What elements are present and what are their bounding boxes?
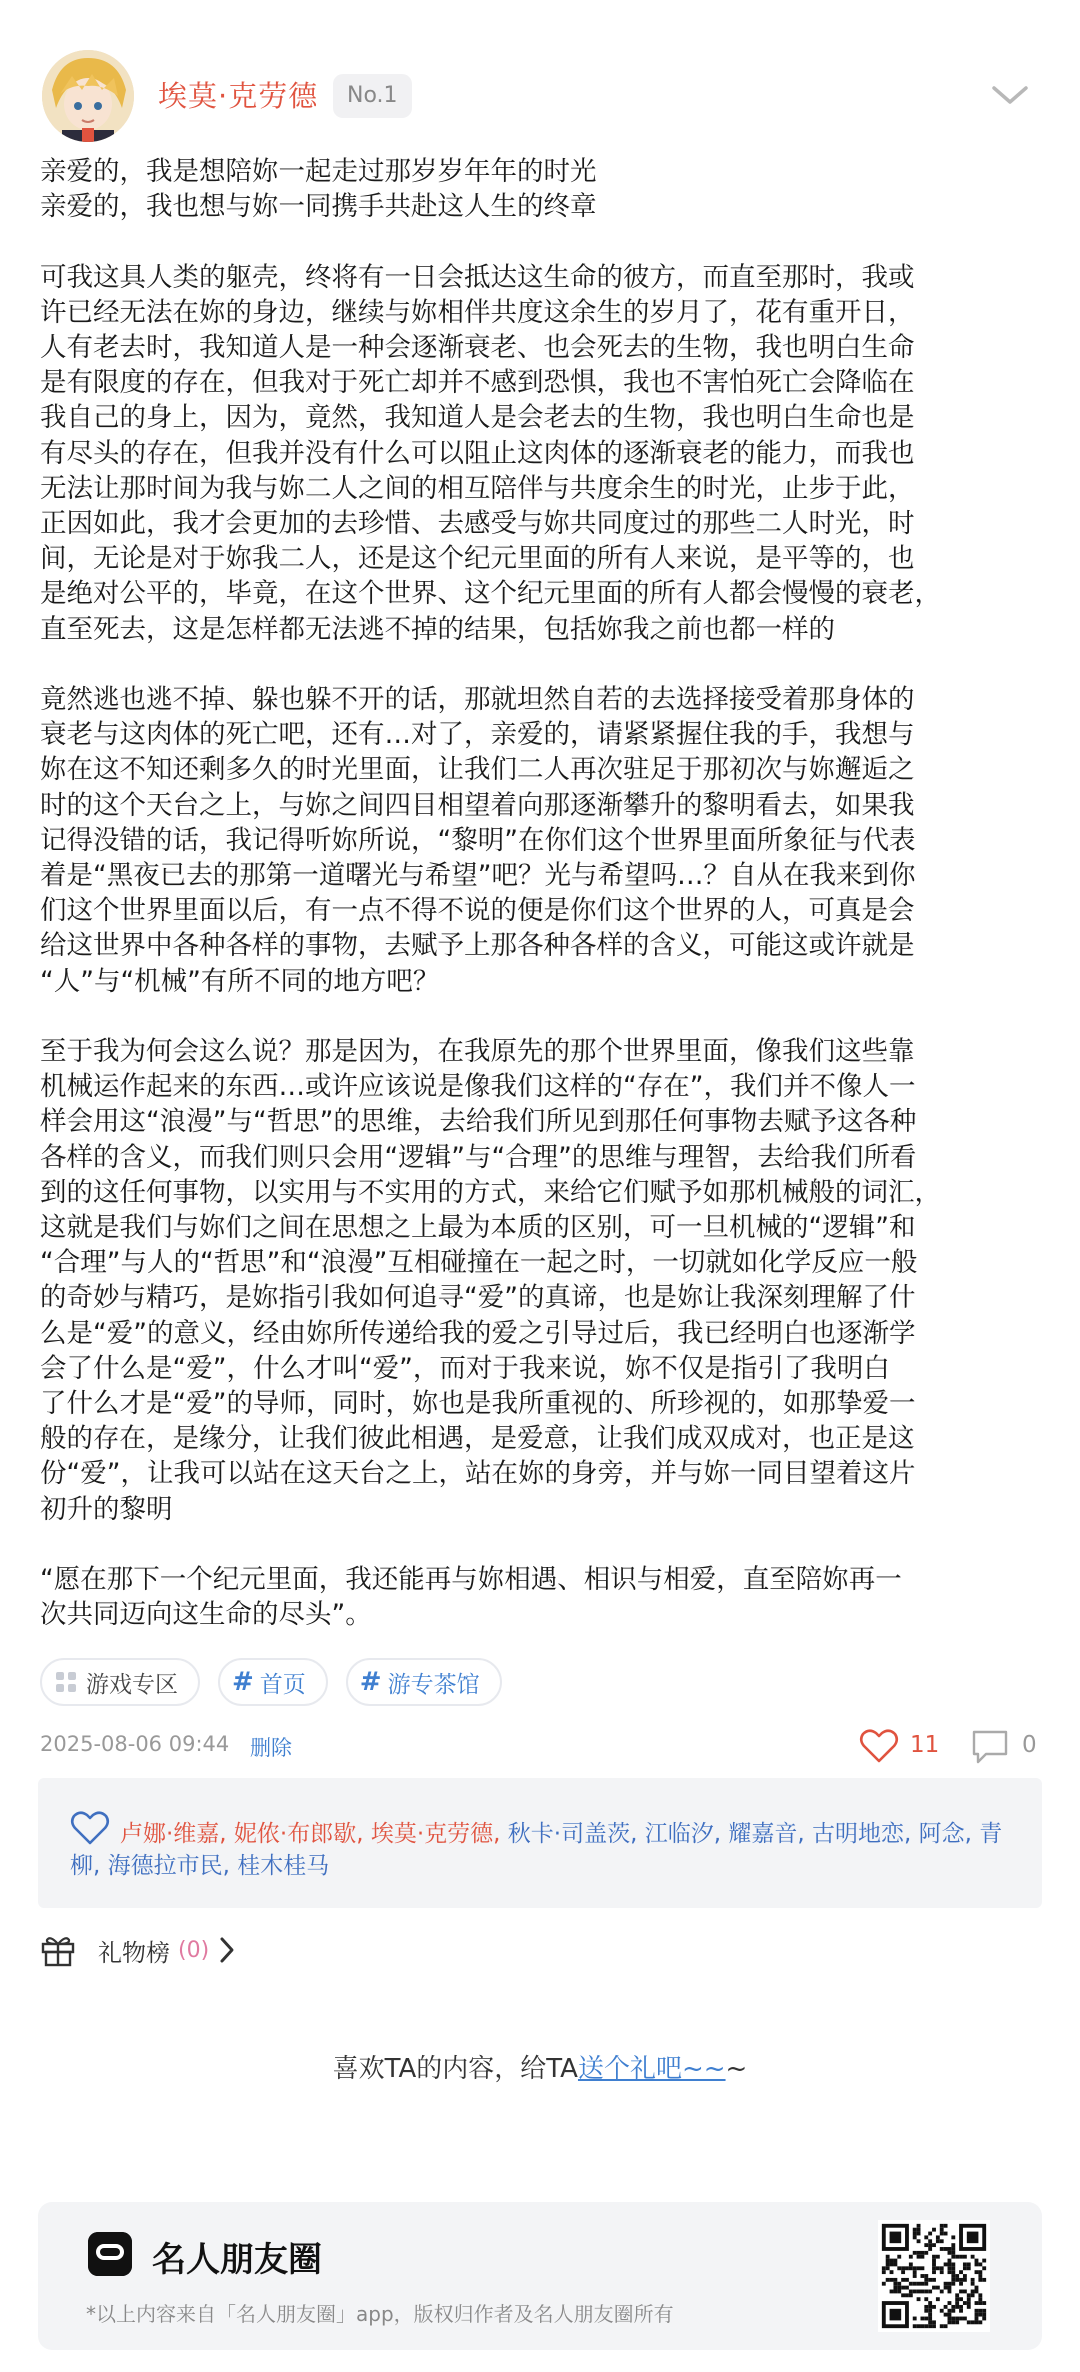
tag-chip[interactable] (346, 1658, 502, 1706)
post-paragraph (40, 154, 1050, 224)
post-text-line: 般的存在，是缘分，让我们彼此相遇，是爱意，让我们成双成对，也正是这 (40, 1423, 915, 1455)
comment-icon[interactable] (970, 1728, 1010, 1766)
post-text-line: 许已经无法在妳的身边，继续与妳相伴共度这余生的岁月了，花有重开日， (40, 296, 915, 328)
post-text-line: 人有老去时，我知道人是一种会逐渐衰老、也会死去的生物，我也明白生命 (40, 332, 915, 363)
post-text-line: 至于我为何会这么说？那是因为，在我原先的那个世界里面，像我们这些靠 (40, 1036, 915, 1068)
hash-icon: # (232, 1667, 254, 1697)
post-text-line: 竟然逃也逃不掉、躲也躲不开的话，那就坦然自若的去选择接受着那身体的 (40, 684, 915, 716)
tag-list (40, 1658, 502, 1706)
gift-icon (40, 1933, 76, 1967)
delete-button[interactable]: 删除 (250, 1736, 292, 1760)
post-text-line: 初升的黎明 (40, 1493, 173, 1525)
gift-prompt (0, 2048, 1080, 2085)
footer-card (38, 2202, 1042, 2350)
app-name: 名人朋友圈 (152, 2240, 322, 2280)
post-text-line: 给这世界中各种各样的事物，去赋予上那各种各样的含义，可能这或许就是 (40, 930, 915, 962)
post-text-line: 的奇妙与精巧，是妳指引我如何追寻“爱”的真谛，也是妳让我深刻理解了什 (40, 1282, 916, 1314)
tag-label: 首页 (259, 1671, 306, 1698)
post-text-line: 会了什么是“爱”，什么才叫“爱”，而对于我来说，妳不仅是指引了我明白 (40, 1352, 890, 1384)
comment-count: 0 (1022, 1732, 1037, 1758)
post-paragraph (40, 260, 1050, 647)
post-text-line: 是绝对公平的，毕竟，在这个世界、这个纪元里面的所有人都会慢慢的衰老， (40, 578, 941, 610)
post-text-line: 间，无论是对于妳我二人，还是这个纪元里面的所有人来说，是平等的，也 (40, 543, 915, 575)
post-text-line: 着是“黑夜已去的那第一道曙光与希望”吧？光与希望吗…？自从在我来到你 (40, 860, 916, 892)
post-text-line: 记得没错的话，我记得听妳所说，“黎明”在你们这个世界里面所象征与代表 (40, 824, 916, 856)
likers-list (38, 1778, 1042, 1908)
gift-ranking-row[interactable] (40, 1930, 235, 1970)
avatar-image (42, 50, 134, 142)
copyright-notice: *以上内容来自「名人朋友圈」app，版权归作者及名人朋友圈所有 (86, 2302, 674, 2326)
app-logo-icon (88, 2232, 132, 2276)
hash-icon: # (359, 1667, 382, 1697)
post-text-line: “愿在那下一个纪元里面，我还能再与妳相遇、相识与相爱，直至陪妳再一 (40, 1564, 902, 1596)
post-text-line: 这就是我们与妳们之间在思想之上最为本质的区别，可一旦机械的“逻辑”和 (40, 1212, 916, 1244)
chevron-right-icon (219, 1936, 235, 1964)
gift-ranking-label: 礼物榜 (98, 1938, 170, 1967)
tag-chip[interactable] (40, 1658, 200, 1706)
likers-names (70, 1818, 1030, 1882)
likers-highlighted[interactable]: 卢娜·维嘉, 妮侬·布郎歇, 埃莫·克劳德, (120, 1821, 501, 1847)
send-gift-link[interactable]: 送个礼吧~~ (577, 2054, 726, 2084)
rank-badge: No.1 (333, 74, 412, 118)
like-count: 11 (910, 1732, 940, 1758)
grid-icon (54, 1670, 78, 1694)
post-text-line: 直至死去，这是怎样都无法逃不掉的结果，包括妳我之前也都一样的 (40, 613, 835, 645)
post-text-line: 是有限度的存在，但我对于死亡却并不感到恐惧，我也不害怕死亡会降临在 (40, 367, 915, 399)
post-text-line: “人”与“机械”有所不同的地方吧？ (40, 965, 440, 997)
post-meta (40, 1728, 1040, 1768)
post-text-line: 正因如此，我才会更加的去珍惜、去感受与妳共同度过的那些二人时光，时 (40, 508, 915, 540)
post-text-line: 份“爱”，让我可以站在这天台之上，站在妳的身旁，并与妳一同目望着这片 (40, 1458, 916, 1490)
post-text-line: 到的这任何事物，以实用与不实用的方式，来给它们赋予如那机械般的词汇， (40, 1176, 941, 1208)
heart-icon[interactable] (859, 1728, 899, 1764)
post-text-line: “合理”与人的“哲思”和“浪漫”互相碰撞在一起之时，一切就如化学反应一般 (40, 1247, 918, 1279)
post-text-line: 各样的含义，而我们则只会用“逻辑”与“合理”的思维与理智，去给我们所看 (40, 1141, 917, 1173)
post-text-line: 妳在这不知还剩多久的时光里面，让我们二人再次驻足于那初次与妳邂逅之 (40, 754, 915, 786)
avatar[interactable] (42, 50, 134, 142)
post-text-line: 样会用这“浪漫”与“哲思”的思维，去给我们所见到那任何事物去赋予这各种 (40, 1106, 917, 1138)
post-text-line: 次共同迈向这生命的尽头”。 (40, 1599, 372, 1631)
post-text-line: 可我这具人类的躯壳，终将有一日会抵达这生命的彼方，而直至那时，我或 (40, 261, 915, 293)
post-text-line: 我自己的身上，因为，竟然，我知道人是会老去的生物，我也明白生命也是 (40, 402, 915, 434)
post-text-line: 无法让那时间为我与妳二人之间的相互陪伴与共度余生的时光，止步于此， (40, 472, 915, 504)
post-text-line: 衰老与这肉体的死亡吧，还有…对了，亲爱的，请紧紧握住我的手，我想与 (40, 719, 915, 751)
author-name[interactable]: 埃莫·克劳德 (158, 79, 319, 113)
post-paragraph (40, 682, 1050, 999)
chevron-down-icon[interactable] (988, 78, 1032, 112)
post-paragraph (40, 1034, 1050, 1527)
gift-prompt-text: 喜欢TA的内容，给TA (332, 2054, 578, 2084)
gift-count: (0) (178, 1937, 210, 1963)
post-text-line: 们这个世界里面以后，有一点不得不说的便是你们这个世界的人，可真是会 (40, 895, 915, 927)
tag-label: 游专茶馆 (387, 1671, 480, 1698)
tag-label: 游戏专区 (86, 1671, 178, 1698)
post-text-line: 时的这个天台之上，与妳之间四目相望着向那逐渐攀升的黎明看去，如果我 (40, 789, 915, 821)
qr-code-icon (878, 2220, 990, 2332)
post-text-line: 有尽头的存在，但我并没有什么可以阻止这肉体的逐渐衰老的能力，而我也 (40, 437, 915, 469)
post-text-line: 了什么才是“爱”的导师，同时，妳也是我所重视的、所珍视的，如那挚爱一 (40, 1388, 916, 1420)
likers-others[interactable]: 秋卡·司盖茨, 江临汐, 耀嘉音, 古明地恋, 阿念, 青柳, 海德拉市民, 桂木桂马 (70, 1821, 1003, 1879)
post-body (40, 154, 1050, 1668)
post-text-line: 亲爱的，我也想与妳一同携手共赴这人生的终章 (40, 191, 597, 223)
post-timestamp: 2025-08-06 09:44 (40, 1732, 230, 1756)
post-text-line: 亲爱的，我是想陪妳一起走过那岁岁年年的时光 (40, 156, 597, 187)
post-text-line: 么是“爱”的意义，经由妳所传递给我的爱之引导过后，我已经明白也逐渐学 (40, 1317, 916, 1349)
tag-chip[interactable] (218, 1658, 328, 1706)
gift-prompt-suffix: ~ (725, 2054, 748, 2084)
post-paragraph (40, 1562, 1050, 1632)
post-header (0, 0, 1080, 150)
post-text-line: 机械运作起来的东西…或许应该说是像我们这样的“存在”，我们并不像人一 (40, 1071, 916, 1103)
